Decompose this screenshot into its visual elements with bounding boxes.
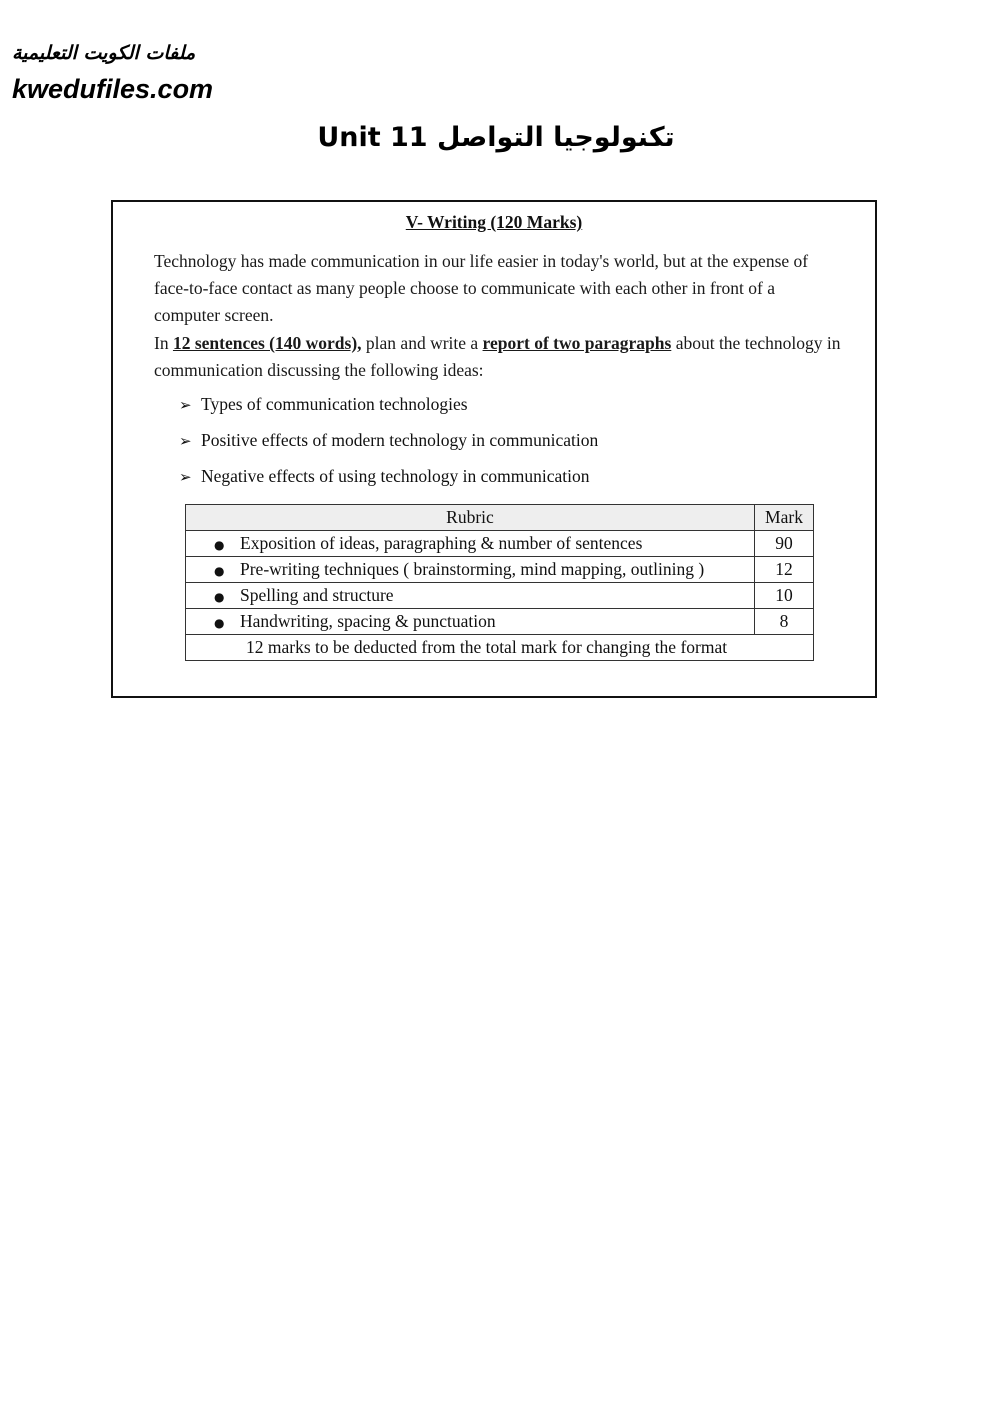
mark-cell: 8 xyxy=(755,609,814,635)
instr-format: report of two paragraphs xyxy=(482,333,672,353)
table-row xyxy=(186,609,814,635)
section-heading: V- Writing (120 Marks) xyxy=(405,212,583,232)
deduction-note: 12 marks to be deducted from the total mark for changing the format xyxy=(186,635,814,661)
site-url: kwedufiles.com xyxy=(12,74,214,104)
writing-task-scan xyxy=(111,200,877,698)
page-title-unit: Unit 11 xyxy=(317,122,428,153)
mark-cell: 90 xyxy=(755,531,814,557)
site-name-arabic: ملفات الكويت التعليمية xyxy=(12,42,196,64)
page-title xyxy=(0,122,992,153)
page-title-arabic: تكنولوجيا التواصل xyxy=(437,122,675,153)
instr-rest: about the technology in communication discussing the following ideas: xyxy=(154,333,841,380)
table-row xyxy=(186,557,814,583)
rubric-header: Rubric xyxy=(186,505,755,531)
criteria-cell: ● Exposition of ideas, paragraphing & number of sentences xyxy=(186,531,755,557)
list-item: ➢ Negative effects of using technology in communication xyxy=(179,464,598,500)
arrow-bullet-icon: ➢ xyxy=(179,468,192,486)
table-header-row xyxy=(186,505,814,531)
bullet-icon: ● xyxy=(214,590,225,604)
table-note-row xyxy=(186,635,814,661)
criteria-cell: ● Spelling and structure xyxy=(186,583,755,609)
instr-in: In xyxy=(154,333,169,353)
instr-plan: plan and write a xyxy=(365,333,479,353)
ideas-list xyxy=(179,392,598,500)
instructions-paragraph xyxy=(154,330,844,384)
table-row xyxy=(186,531,814,557)
bullet-icon: ● xyxy=(214,616,225,630)
mark-cell: 10 xyxy=(755,583,814,609)
criteria-cell: ● Handwriting, spacing & punctuation xyxy=(186,609,755,635)
rubric-table xyxy=(185,504,814,661)
table-row xyxy=(186,583,814,609)
list-item: ➢ Positive effects of modern technology in communication xyxy=(179,428,598,464)
bullet-icon: ● xyxy=(214,538,225,552)
criteria-cell: ● Pre-writing techniques ( brainstorming, mind mapping, outlining ) xyxy=(186,557,755,583)
bullet-icon: ● xyxy=(214,564,225,578)
mark-cell: 12 xyxy=(755,557,814,583)
mark-header: Mark xyxy=(755,505,814,531)
intro-paragraph: Technology has made communication in our life easier in today's world, but at the expense of face-to-face contact as many people choose to communicate with each other in front of a computer screen. xyxy=(154,251,809,325)
instr-length: 12 sentences (140 words), xyxy=(172,333,362,353)
list-item: ➢ Types of communication technologies xyxy=(179,392,598,428)
arrow-bullet-icon: ➢ xyxy=(179,396,192,414)
arrow-bullet-icon: ➢ xyxy=(179,432,192,450)
